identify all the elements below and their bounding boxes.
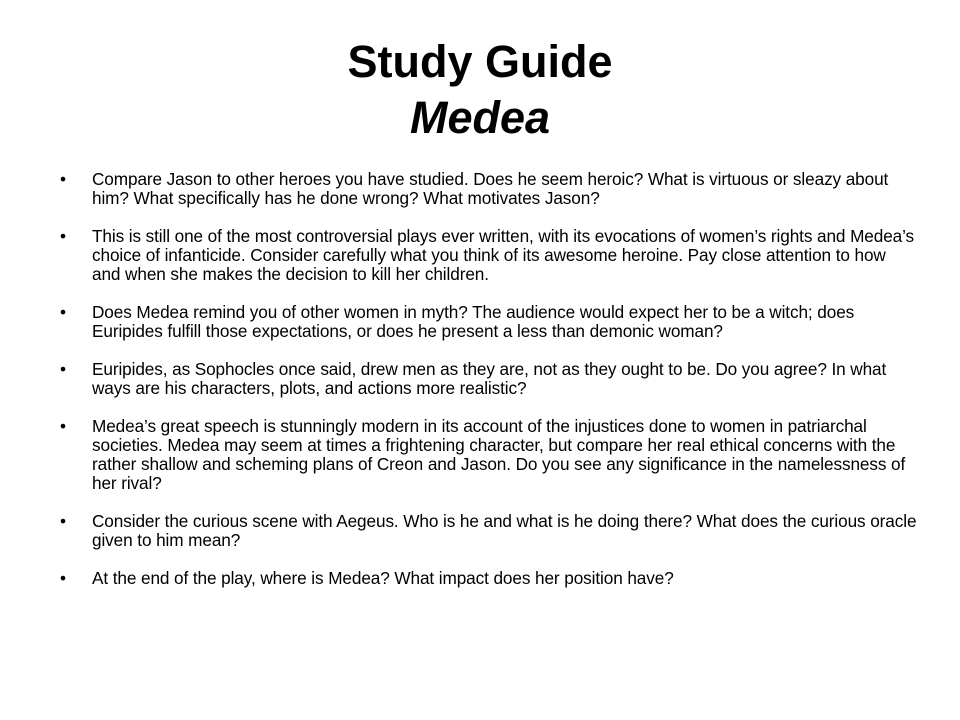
bullet-item <box>58 569 918 588</box>
bullet-marker: • <box>60 416 66 436</box>
bullet-text: Euripides, as Sophocles once said, drew men as they are, not as they ought to be. Do you agree? In what ways are his characters, plots, and actions more realistic? <box>92 359 887 398</box>
bullet-marker: • <box>60 169 66 189</box>
bullet-item <box>58 512 918 550</box>
bullet-marker: • <box>60 359 66 379</box>
bullet-item <box>58 417 918 493</box>
bullet-text: Does Medea remind you of other women in myth? The audience would expect her to be a witch; does Euripides fulfill those expectations, or does he present a less than demonic woman? <box>92 302 855 341</box>
bullet-item <box>58 303 918 341</box>
bullet-text: At the end of the play, where is Medea? What impact does her position have? <box>92 568 674 588</box>
bullet-item <box>58 170 918 208</box>
bullet-list <box>58 170 918 607</box>
bullet-text: Consider the curious scene with Aegeus. Who is he and what is he doing there? What does the curious oracle given to him mean? <box>92 511 917 550</box>
bullet-marker: • <box>60 511 66 531</box>
bullet-marker: • <box>60 568 66 588</box>
slide-title-block <box>0 34 960 146</box>
slide-subtitle: Medea <box>409 92 551 143</box>
bullet-text: Medea’s great speech is stunningly modern in its account of the injustices done to women in patriarchal societies. Medea may seem at times a frightening character, but compare her real ethical concerns with the rather shallow and scheming plans of Creon and Jason. Do you see any significance in the namelessness of her rival? <box>92 416 906 493</box>
bullet-item <box>58 360 918 398</box>
bullet-item <box>58 227 918 284</box>
bullet-marker: • <box>60 226 66 246</box>
bullet-text: This is still one of the most controversial plays ever written, with its evocations of women’s rights and Medea’s choice of infanticide. Consider carefully what you think of its awesome heroine. Pay close attention to how and when she makes the decision to kill her children. <box>92 226 915 284</box>
bullet-marker: • <box>60 302 66 322</box>
bullet-text: Compare Jason to other heroes you have studied. Does he seem heroic? What is virtuous or sleazy about him? What specifically has he done wrong? What motivates Jason? <box>92 169 889 208</box>
slide-title: Study Guide <box>347 36 613 87</box>
